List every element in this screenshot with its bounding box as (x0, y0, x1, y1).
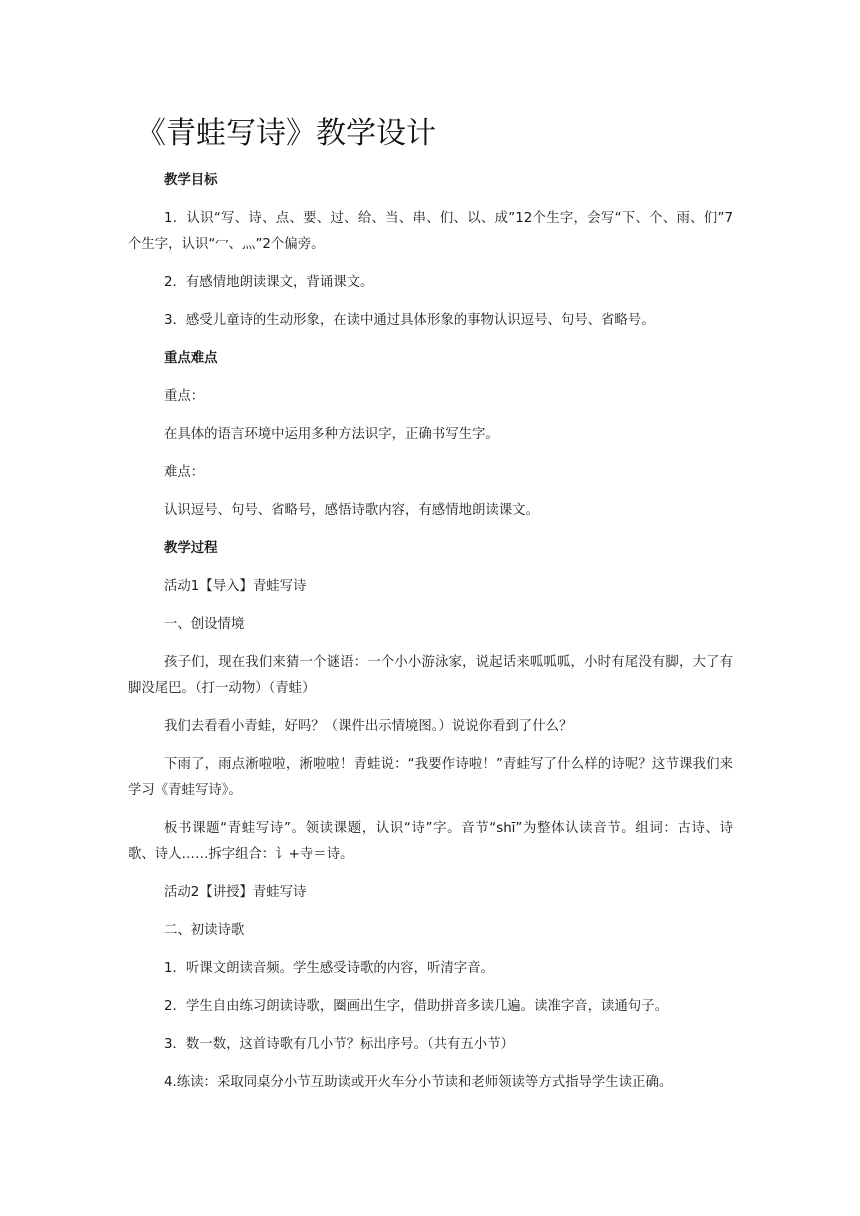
body-paragraph: 1．听课文朗读音频。学生感受诗歌的内容，听清字音。 (164, 961, 494, 976)
body-paragraph: 在具体的语言环境中运用多种方法识字，正确书写生字。 (164, 427, 499, 442)
section-heading: 教学过程 (164, 541, 218, 556)
body-paragraph: 我们去看看小青蛙，好吗？（课件出示情境图。）说说你看到了什么？ (164, 719, 573, 734)
document-title: 《青蛙写诗》教学设计 (136, 116, 436, 151)
document-body (128, 168, 733, 1108)
body-paragraph: 下雨了，雨点淅啦啦，淅啦啦！青蛙说：“我要作诗啦！”青蛙写了什么样的诗呢？这节课我们来学习《青蛙写诗》。 (128, 757, 733, 798)
body-paragraph: 3．数一数，这首诗歌有几小节？标出序号。（共有五小节） (164, 1037, 514, 1052)
body-paragraph: 难点： (164, 465, 205, 480)
body-paragraph: 一、创设情境 (164, 617, 245, 632)
body-paragraph: 孩子们，现在我们来猜一个谜语：一个小小游泳家，说起话来呱呱呱，小时有尾没有脚，大了有脚没尾巴。（打一动物）（青蛙） (128, 655, 733, 696)
body-paragraph: 3．感受儿童诗的生动形象，在读中通过具体形象的事物认识逗号、句号、省略号。 (164, 313, 655, 328)
section-heading: 重点难点 (164, 351, 218, 366)
body-paragraph: 认识逗号、句号、省略号，感悟诗歌内容，有感情地朗读课文。 (164, 503, 539, 518)
body-paragraph: 4.练读：采取同桌分小节互助读或开火车分小节读和老师领读等方式指导学生读正确。 (164, 1075, 673, 1090)
body-paragraph: 二、初读诗歌 (164, 923, 245, 938)
body-paragraph: 1．认识“写、诗、点、要、过、给、当、串、们、以、成”12个生字，会写“下、个、雨、们”7个生字，认识“冖、灬”2个偏旁。 (128, 211, 733, 252)
body-paragraph: 活动1【导入】青蛙写诗 (164, 579, 307, 594)
body-paragraph: 2．学生自由练习朗读诗歌，圈画出生字，借助拼音多读几遍。读准字音，读通句子。 (164, 999, 668, 1014)
body-paragraph: 活动2【讲授】青蛙写诗 (164, 885, 307, 900)
body-paragraph: 板书课题“青蛙写诗”。领读课题，认识“诗”字。音节“shī”为整体认读音节。组词：古诗、诗歌、诗人……拆字组合：讠+寺＝诗。 (128, 821, 733, 862)
section-heading: 教学目标 (164, 173, 218, 188)
body-paragraph: 重点： (164, 389, 205, 404)
body-paragraph: 2．有感情地朗读课文，背诵课文。 (164, 275, 374, 290)
